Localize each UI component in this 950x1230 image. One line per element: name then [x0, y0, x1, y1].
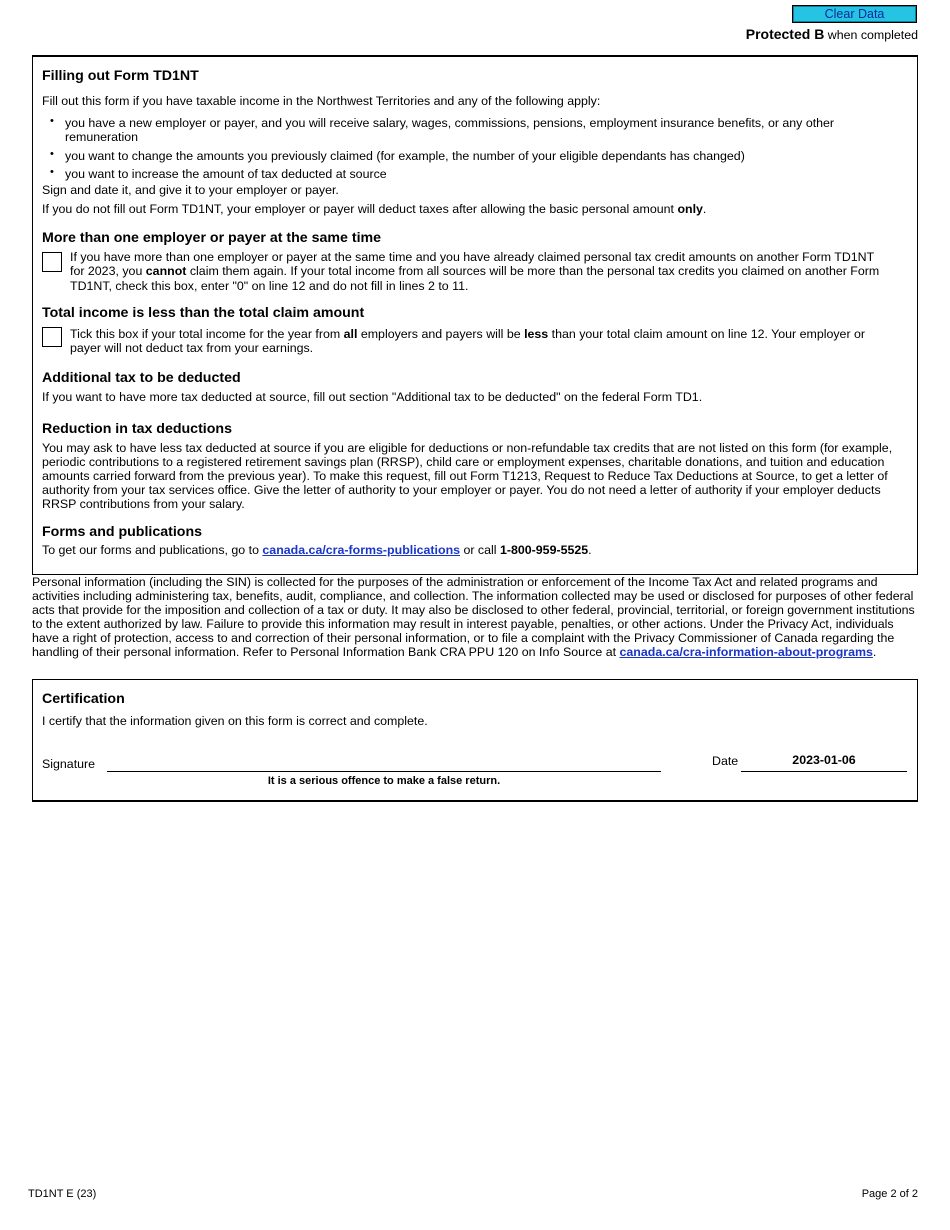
bullet-item: • you want to change the amounts you previously claimed (for example, the number of your eligible dependants has changed) [42, 149, 908, 163]
certification-section [32, 679, 918, 802]
date-field[interactable] [741, 771, 907, 772]
instructions-section [32, 55, 918, 575]
date-label: Date [712, 754, 739, 768]
form-identifier: TD1NT E (23) [28, 1188, 97, 1200]
certification-text: I certify that the information given on this form is correct and complete. [42, 714, 428, 728]
clear-data-button[interactable]: Clear Data [792, 5, 917, 23]
total-income-title: Total income is less than the total claim amount [42, 305, 365, 321]
protected-b-notice [746, 26, 918, 42]
phone-number: 1-800-959-5525 [499, 543, 589, 557]
reduction-text: You may ask to have less tax deducted at source if you are eligible for deductions or non-refundable tax credits that are not listed on this form (for example, periodic contributions to a registered retirement savings plan (RRSP), child care or employment expenses, charitable donations, and tuition and education amounts carried forward from the previous year). To make this request, fill out Form T1213, Request to Reduce Tax Deductions at Source, to get a letter of authority from your tax services office. Give the letter of authority to your employer or payer. You do not need a letter of authority if your employer deducts RRSP contributions from your salary. [42, 441, 893, 511]
reduction-title: Reduction in tax deductions [42, 421, 232, 437]
filling-nofill: If you do not fill out Form TD1NT, your employer or payer will deduct taxes after allowing the basic personal amount only. [42, 202, 707, 216]
forms-title: Forms and publications [42, 524, 203, 540]
bullet-item: • you want to increase the amount of tax deducted at source [42, 167, 908, 181]
filling-intro: Fill out this form if you have taxable income in the Northwest Territories and any of the following apply: [42, 94, 601, 108]
total-income-text: Tick this box if your total income for the year from all employers and payers will be less than your total claim amount on line 12. Your employer or payer will not deduct tax from your earnings. [70, 327, 866, 356]
total-income-checkbox[interactable] [42, 327, 62, 347]
bullet-item: • you have a new employer or payer, and you will receive salary, wages, commissions, pensions, employment insurance benefits, or any other remuneration [42, 116, 908, 145]
forms-text: To get our forms and publications, go to canada.ca/cra-forms-publications or call 1-800-959-5525. [42, 543, 592, 557]
protected-b-label: Protected B [745, 26, 825, 42]
additional-tax-title: Additional tax to be deducted [42, 370, 241, 386]
protected-b-suffix: when completed [824, 28, 918, 42]
filling-sign: Sign and date it, and give it to your employer or payer. [42, 183, 339, 197]
more-than-one-title: More than one employer or payer at the same time [42, 230, 382, 246]
false-return-warning: It is a serious offence to make a false return. [267, 775, 501, 787]
privacy-notice: Personal information (including the SIN) is collected for the purposes of the administration or enforcement of the Income Tax Act and related programs and activities including administering tax, benefits, audit, compliance, and collection. The information collected may be used or disclosed for purposes of other federal acts that provide for the imposition and collection of a tax or duty. It may also be disclosed to other federal, provincial, territorial, or foreign government institutions to the extent authorized by law. Failure to provide this information may result in interest payable, penalties, or other actions. Under the Privacy Act, individuals have a right of protection, access to and correction of their personal information, or to file a complaint with the Privacy Commissioner of Canada regarding the handling of their personal information. Refer to Personal Information Bank CRA PPU 120 on Info Source at canada.ca/cra-information-about-programs. [32, 575, 915, 659]
more-than-one-text: If you have more than one employer or payer at the same time and you have already claimed personal tax credit amounts on another Form TD1NT for 2023, you cannot claim them again. If your total income from all sources will be more than the personal tax credits you claimed on another Form TD1NT, check this box, enter "0" on line 12 and do not fill in lines 2 to 11. [70, 250, 880, 293]
date-value: 2023-01-06 [792, 753, 856, 767]
signature-field[interactable] [107, 771, 661, 772]
certification-title: Certification [42, 691, 125, 707]
more-than-one-checkbox[interactable] [42, 252, 62, 272]
filling-title: Filling out Form TD1NT [42, 68, 199, 84]
page-number: Page 2 of 2 [861, 1188, 918, 1200]
signature-label: Signature [42, 757, 96, 771]
info-about-programs-link[interactable]: canada.ca/cra-information-about-programs [619, 645, 873, 659]
filling-bullets [42, 116, 908, 181]
forms-publications-link[interactable]: canada.ca/cra-forms-publications [262, 543, 461, 557]
additional-tax-text: If you want to have more tax deducted at source, fill out section "Additional tax to be deducted" on the federal Form TD1. [42, 390, 703, 404]
